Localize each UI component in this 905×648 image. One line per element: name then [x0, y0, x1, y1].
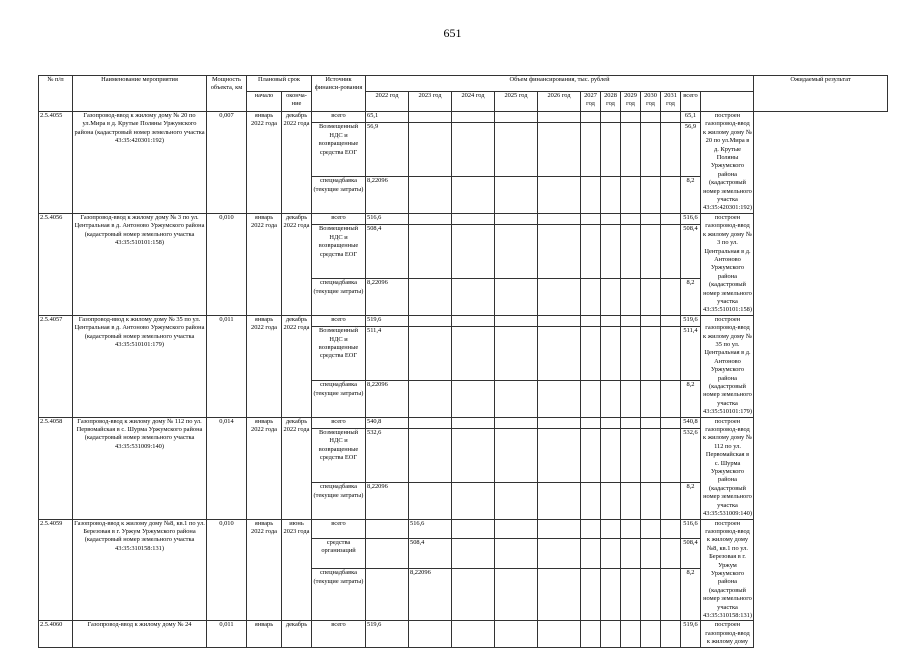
year-value [601, 519, 621, 538]
year-value [409, 315, 452, 326]
year-value [452, 213, 495, 224]
year-value [366, 519, 409, 538]
header-year: 2026 год [538, 92, 581, 112]
year-value [538, 112, 581, 123]
year-value [621, 483, 641, 519]
year-value [581, 519, 601, 538]
year-value [452, 429, 495, 483]
record-name: Газопровод-ввод к жилому дому №8, кв.1 по ул. Березовая в г. Уржум Уржумского района (кадастровый номер земельного участка 43:35:310158:131) [73, 519, 207, 621]
year-value [661, 621, 681, 647]
year-value [495, 483, 538, 519]
year-value [581, 381, 601, 417]
record-num: 2.5.4056 [39, 213, 73, 315]
year-value: 511,4 [366, 327, 409, 381]
year-value [661, 315, 681, 326]
header-volume: Объем финансирования, тыс. рублей [366, 76, 754, 92]
record-start: январь 2022 года [247, 417, 282, 519]
year-value [601, 213, 621, 224]
total-value: 508,4 [681, 225, 701, 279]
year-value: 8,22096 [366, 279, 409, 315]
year-value [495, 381, 538, 417]
funding-source: спецнадбавка (текущие затраты) [312, 483, 366, 519]
year-value [495, 177, 538, 213]
year-value [661, 225, 681, 279]
record-name: Газопровод-ввод к жилому дому № 112 по ул. Первомайская в с. Шурма Уржумского района (кадастровый номер земельного участка 43:35:531009:140) [73, 417, 207, 519]
year-value [452, 569, 495, 621]
year-value [452, 112, 495, 123]
year-value [601, 177, 621, 213]
year-value [641, 519, 661, 538]
year-value [452, 381, 495, 417]
year-value [452, 225, 495, 279]
year-value [621, 279, 641, 315]
year-value [409, 213, 452, 224]
year-value [538, 315, 581, 326]
year-value [641, 225, 661, 279]
year-value [538, 519, 581, 538]
year-value [621, 429, 641, 483]
total-value: 532,6 [681, 429, 701, 483]
total-value: 56,9 [681, 123, 701, 177]
year-value [621, 417, 641, 428]
record-num: 2.5.4058 [39, 417, 73, 519]
year-value [366, 538, 409, 569]
year-value [409, 123, 452, 177]
year-value [581, 417, 601, 428]
year-value [621, 381, 641, 417]
record-end: декабрь 2022 года [282, 213, 312, 315]
funding-source: всего [312, 315, 366, 326]
year-value [641, 483, 661, 519]
year-value [409, 327, 452, 381]
year-value [661, 538, 681, 569]
record-end: декабрь [282, 621, 312, 647]
year-value [452, 417, 495, 428]
year-value [661, 279, 681, 315]
total-value: 519,6 [681, 621, 701, 647]
year-value [641, 417, 661, 428]
year-value [581, 112, 601, 123]
total-value: 8,2 [681, 381, 701, 417]
year-value [621, 123, 641, 177]
year-value [641, 569, 661, 621]
record-capacity: 0,014 [207, 417, 247, 519]
year-value [621, 225, 641, 279]
year-value [409, 621, 452, 647]
year-value [641, 538, 661, 569]
total-value: 8,2 [681, 569, 701, 621]
year-value [641, 621, 661, 647]
record-num: 2.5.4057 [39, 315, 73, 417]
record-start: январь [247, 621, 282, 647]
year-value: 65,1 [366, 112, 409, 123]
year-value: 508,4 [366, 225, 409, 279]
funding-source: спецнадбавка (текущие затраты) [312, 569, 366, 621]
record-name: Газопровод-ввод к жилому дому № 3 по ул. Центральная в д. Антоново Уржумского района (кадастровый номер земельного участка 43:35:510101:158) [73, 213, 207, 315]
year-value [538, 123, 581, 177]
year-value: 516,6 [409, 519, 452, 538]
year-value [452, 538, 495, 569]
year-value [581, 429, 601, 483]
year-value [661, 429, 681, 483]
year-value [366, 569, 409, 621]
header-source: Источник финанси-рования [312, 76, 366, 112]
year-value [601, 123, 621, 177]
year-value [495, 429, 538, 483]
year-value [661, 327, 681, 381]
year-value [538, 225, 581, 279]
year-value [452, 123, 495, 177]
header-year: 2030 год [641, 92, 661, 112]
header-year: 2024 год [452, 92, 495, 112]
year-value [538, 483, 581, 519]
year-value: 8,22096 [409, 569, 452, 621]
year-value [581, 483, 601, 519]
year-value [641, 279, 661, 315]
year-value [495, 569, 538, 621]
record-result: построен газопровод-ввод к жилому дому № 3 по ул. Центральная в д. Антоново Уржумского района (кадастровый номер земельного участка 43:35:510101:158) [701, 213, 754, 315]
year-value [661, 112, 681, 123]
record-capacity: 0,011 [207, 315, 247, 417]
record-capacity: 0,007 [207, 112, 247, 214]
year-value [621, 519, 641, 538]
year-value [641, 381, 661, 417]
year-value [601, 279, 621, 315]
year-value: 516,6 [366, 213, 409, 224]
record-start: январь 2022 года [247, 213, 282, 315]
total-value: 8,2 [681, 177, 701, 213]
year-value [452, 279, 495, 315]
year-value [495, 225, 538, 279]
year-value [621, 213, 641, 224]
total-value: 8,2 [681, 483, 701, 519]
year-value [495, 417, 538, 428]
year-value [581, 538, 601, 569]
funding-source: всего [312, 213, 366, 224]
year-value [641, 123, 661, 177]
year-value [661, 177, 681, 213]
record-start: январь 2022 года [247, 112, 282, 214]
year-value: 532,6 [366, 429, 409, 483]
year-value [581, 123, 601, 177]
funding-source: средства организаций [312, 538, 366, 569]
year-value [601, 112, 621, 123]
total-value: 519,6 [681, 315, 701, 326]
year-value [452, 177, 495, 213]
year-value [601, 315, 621, 326]
year-value [538, 327, 581, 381]
year-value [538, 621, 581, 647]
header-name: Наименование мероприятия [73, 76, 207, 112]
year-value [581, 225, 601, 279]
year-value [621, 177, 641, 213]
record-result: построен газопровод-ввод к жилому дому № 20 по ул.Мира в д. Крутые Поляны Уржумского района (кадастровый номер земельного участка 43:35:420301:192) [701, 112, 754, 214]
year-value [601, 569, 621, 621]
header-num: № п/п [39, 76, 73, 112]
table-row [39, 621, 888, 647]
funding-source: спецнадбавка (текущие затраты) [312, 279, 366, 315]
year-value [538, 213, 581, 224]
year-value [641, 315, 661, 326]
record-num: 2.5.4055 [39, 112, 73, 214]
year-value: 519,6 [366, 621, 409, 647]
total-value: 540,8 [681, 417, 701, 428]
year-value [641, 213, 661, 224]
year-value [661, 569, 681, 621]
table-row [39, 519, 888, 538]
header-result: Ожидаемый результат [754, 76, 888, 112]
year-value [538, 429, 581, 483]
funding-source: Возмещенный НДС и возвращенные средства ЕОГ [312, 225, 366, 279]
funding-source: спецнадбавка (текущие затраты) [312, 381, 366, 417]
header-year: 2031 год [661, 92, 681, 112]
record-result: построен газопровод-ввод к жилому дому №8, кв.1 по ул. Березовая в г. Уржум Уржумского района (кадастровый номер земельного участка 43:35:310158:131) [701, 519, 754, 621]
year-value [495, 213, 538, 224]
year-value [581, 279, 601, 315]
funding-source: всего [312, 417, 366, 428]
total-value: 516,6 [681, 519, 701, 538]
year-value [581, 327, 601, 381]
year-value [601, 621, 621, 647]
total-value: 511,4 [681, 327, 701, 381]
year-value [409, 279, 452, 315]
year-value [641, 429, 661, 483]
year-value: 56,9 [366, 123, 409, 177]
year-value [581, 621, 601, 647]
record-end: декабрь 2022 года [282, 417, 312, 519]
year-value [495, 519, 538, 538]
record-start: январь 2022 года [247, 519, 282, 621]
total-value: 65,1 [681, 112, 701, 123]
year-value [538, 538, 581, 569]
table-row [39, 213, 888, 224]
record-num: 2.5.4059 [39, 519, 73, 621]
header-term-start: начало [247, 92, 282, 112]
header-capacity: Мощность объекта, км [207, 76, 247, 112]
record-end: декабрь 2022 года [282, 315, 312, 417]
year-value [495, 315, 538, 326]
year-value: 8,22096 [366, 177, 409, 213]
year-value: 508,4 [409, 538, 452, 569]
record-end: декабрь 2022 года [282, 112, 312, 214]
record-result: построен газопровод-ввод к жилому дому [701, 621, 754, 647]
record-result: построен газопровод-ввод к жилому дому № 35 по ул. Центральная в д. Антоново Уржумского района (кадастровый номер земельного участка 43:35:510101:179) [701, 315, 754, 417]
year-value [409, 381, 452, 417]
record-end: июнь 2023 года [282, 519, 312, 621]
year-value [601, 417, 621, 428]
year-value: 519,6 [366, 315, 409, 326]
year-value [452, 519, 495, 538]
year-value [601, 381, 621, 417]
year-value [601, 225, 621, 279]
record-name: Газопровод-ввод к жилому дому № 35 по ул. Центральная в д. Антоново Уржумского района (кадастровый номер земельного участка 43:35:510101:179) [73, 315, 207, 417]
header-year: 2027 год [581, 92, 601, 112]
year-value [538, 381, 581, 417]
record-result: построен газопровод-ввод к жилому дому № 112 по ул. Первомайская в с. Шурма Уржумского района (кадастровый номер земельного участка 43:35:531009:140) [701, 417, 754, 519]
record-capacity: 0,010 [207, 519, 247, 621]
year-value [601, 538, 621, 569]
table-row [39, 315, 888, 326]
year-value [601, 483, 621, 519]
funding-source: Возмещенный НДС и возвращенные средства ЕОГ [312, 123, 366, 177]
year-value [409, 429, 452, 483]
year-value [409, 112, 452, 123]
year-value [495, 538, 538, 569]
financing-table [38, 75, 888, 648]
header-year: 2028 год [601, 92, 621, 112]
year-value [581, 315, 601, 326]
header-year: 2029 год [621, 92, 641, 112]
year-value: 8,22096 [366, 381, 409, 417]
funding-source: всего [312, 621, 366, 647]
funding-source: Возмещенный НДС и возвращенные средства ЕОГ [312, 327, 366, 381]
page-number: 651 [443, 26, 462, 40]
year-value [661, 213, 681, 224]
year-value [452, 327, 495, 381]
year-value [495, 327, 538, 381]
year-value [641, 112, 661, 123]
funding-source: Возмещенный НДС и возвращенные средства ЕОГ [312, 429, 366, 483]
year-value [581, 213, 601, 224]
year-value [621, 621, 641, 647]
record-capacity: 0,010 [207, 213, 247, 315]
year-value [452, 621, 495, 647]
year-value [661, 417, 681, 428]
year-value [601, 429, 621, 483]
year-value [641, 177, 661, 213]
year-value [495, 123, 538, 177]
table-row [39, 112, 888, 123]
year-value: 540,8 [366, 417, 409, 428]
record-name: Газопровод-ввод к жилому дому № 20 по ул.Мира в д. Крутые Поляны Уржумского района (кадастровый номер земельного участка 43:35:420301:192) [73, 112, 207, 214]
year-value [621, 112, 641, 123]
year-value [495, 112, 538, 123]
header-term: Плановый срок [247, 76, 312, 92]
year-value [409, 225, 452, 279]
total-value: 508,4 [681, 538, 701, 569]
header-year: 2022 год [366, 92, 409, 112]
year-value [452, 315, 495, 326]
year-value [538, 177, 581, 213]
year-value [409, 417, 452, 428]
year-value [641, 327, 661, 381]
year-value [409, 483, 452, 519]
total-value: 8,2 [681, 279, 701, 315]
year-value [661, 519, 681, 538]
year-value [538, 279, 581, 315]
year-value [621, 315, 641, 326]
year-value [661, 483, 681, 519]
total-value: 516,6 [681, 213, 701, 224]
year-value [495, 621, 538, 647]
year-value [661, 381, 681, 417]
year-value [452, 483, 495, 519]
header-year: 2023 год [409, 92, 452, 112]
year-value [661, 123, 681, 177]
funding-source: всего [312, 112, 366, 123]
year-value [621, 327, 641, 381]
year-value [581, 569, 601, 621]
record-num: 2.5.4060 [39, 621, 73, 647]
year-value [495, 279, 538, 315]
record-start: январь 2022 года [247, 315, 282, 417]
record-capacity: 0,011 [207, 621, 247, 647]
year-value [581, 177, 601, 213]
funding-source: спецнадбавка (текущие затраты) [312, 177, 366, 213]
year-value: 8,22096 [366, 483, 409, 519]
year-value [601, 327, 621, 381]
header-term-end: оконча-ние [282, 92, 312, 112]
table-row [39, 417, 888, 428]
year-value [409, 177, 452, 213]
record-name: Газопровод-ввод к жилому дому № 24 [73, 621, 207, 647]
year-value [621, 569, 641, 621]
year-value [621, 538, 641, 569]
year-value [538, 417, 581, 428]
header-total: всего [681, 92, 701, 112]
header-year: 2025 год [495, 92, 538, 112]
year-value [538, 569, 581, 621]
funding-source: всего [312, 519, 366, 538]
